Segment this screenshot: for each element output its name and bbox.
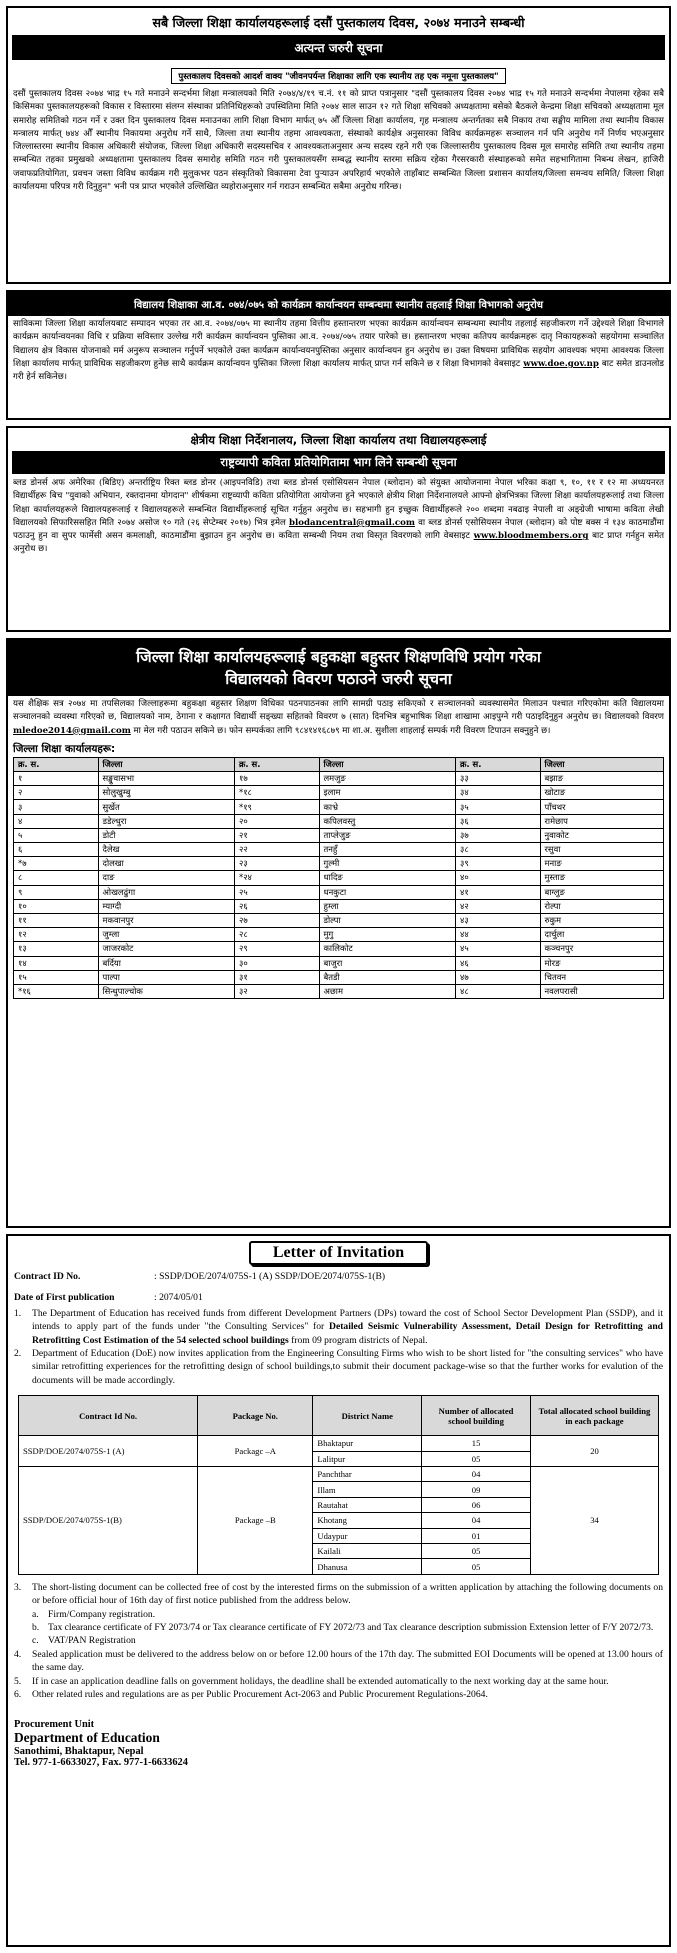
district-name-cell: रुकुम bbox=[540, 913, 664, 927]
poetry-title-2: राष्ट्रव्यापी कविता प्रतियोगितामा भाग लिने सम्बन्धी सूचना bbox=[12, 451, 665, 474]
letter-item-1 bbox=[14, 1307, 663, 1347]
serial-number-cell: ३६ bbox=[456, 814, 541, 828]
district-name-cell: कालिकोट bbox=[319, 942, 456, 956]
program-body-text: साविकमा जिल्ला शिक्षा कार्यालयबाट सम्पादन भएका तर आ.व. २०७४/०७५ मा स्थानीय तहमा वित्तीय हस्तान्तरण भएका कार्यक्रम कार्यान्वयन सम्बन्धमा स्थानीय तहलाई सहजीकरण गर्ने उद्देश्यले शिक्षा विभागले कार्यक्रम कार्यान्वयनका विधि र प्रक्रिया सविस्तार उल्लेख गरी कार्यक्रम कार्यान्वयन पुस्तिका आ.व. २०७४/०७५ तयार पारेको छ। हस्तान्तरण भएका कतिपय कार्यक्रमहरू दातृ निकायहरूको सहयोगमा सञ्चालित विद्यालय क्षेत्र विकास योजनाको मर्म अनुरूप सञ्चालन गर्नुपर्ने भएकोले उक्त कार्यक्रम कार्यान्वयनपुस्तिका अनुसार कार्यान्वयन हुन अनुरोध छ। उक्त विषयमा प्राविधिक सहयोग आवश्यक भएमा आवश्यक जिल्ला शिक्षा कार्यालय मार्फत् प्राविधिक सहजीकरण हुनेछ साथै कार्यक्रम कार्यान्वयन पुस्तिका जिल्ला शिक्षा कार्यालय मार्फत् प्राप्त गर्न सकिने छ र शिक्षा विभागको वेबसाइट bbox=[13, 319, 664, 369]
table-row bbox=[14, 885, 664, 899]
serial-number-cell: ६ bbox=[14, 843, 99, 857]
package-table bbox=[18, 1395, 659, 1575]
letter-item-3c bbox=[14, 1634, 663, 1647]
department-contact: Tel. 977-1-6633027, Fax. 977-1-6633624 bbox=[14, 1757, 188, 1769]
serial-number-cell: ८ bbox=[14, 871, 99, 885]
package-number-cell: Packagc –A bbox=[198, 1436, 313, 1467]
item-number: 2. bbox=[14, 1348, 22, 1360]
item-1-text: The Department of Education has received funds from different Development Partners (DPs) toward the cost of School Sector Development Plan (SSDP), and it intends to apply part of the funds under "the Consulting Services" for bbox=[32, 1307, 663, 1333]
district-name-cell: सोलुखुम्बु bbox=[98, 786, 235, 800]
letter-item-5 bbox=[14, 1675, 663, 1688]
item-3c-text: VAT/PAN Registration bbox=[48, 1635, 136, 1647]
district-name-cell: Dhanusa bbox=[313, 1559, 422, 1574]
district-name-cell: दाङ bbox=[98, 871, 235, 885]
urgent-notice-banner: अत्यन्त जरुरी सूचना bbox=[12, 35, 665, 60]
district-name-cell: मुस्ताङ bbox=[540, 871, 664, 885]
school-count-cell: 05 bbox=[422, 1559, 531, 1574]
signature-block bbox=[14, 1719, 663, 1768]
item-3-text: The short-listing document can be collected free of cost by the interested firms on the submission of a written application by attaching the following documents on or before official hour of 16th day of first notice published from the address below. bbox=[32, 1581, 663, 1607]
blodan-email-link[interactable]: blodancentral@gmail.com bbox=[289, 517, 415, 528]
district-name-cell: कपिलवस्तु bbox=[319, 814, 456, 828]
table-row bbox=[14, 913, 664, 927]
school-count-cell: 06 bbox=[422, 1497, 531, 1512]
serial-number-cell: ४७ bbox=[456, 970, 541, 984]
school-count-cell: 04 bbox=[422, 1467, 531, 1482]
letter-item-3a bbox=[14, 1608, 663, 1621]
serial-number-cell: ३३ bbox=[456, 772, 541, 786]
district-table-caption: जिल्ला शिक्षा कार्यालयहरू: bbox=[13, 742, 116, 755]
package-table-header bbox=[19, 1396, 659, 1436]
table-row bbox=[19, 1436, 659, 1451]
multigrade-body-text: यस शैक्षिक सत्र २०७४ मा तपसिलका जिल्लाहरूमा बहुकक्षा बहुस्तर शिक्षण विधिका पठनपाठनका लागि सामग्री पठाइ सकिएको र सञ्चालनको व्यवस्थासमेत मिलाउन पश्चात गरिएकोमा कति विद्यालयमा सञ्चालनको व्यवस्था गरिएको छ, विद्यालयको नाम, ठेगाना र कक्षागत विद्यार्थी सङ्ख्या सहितको विवरण ७ (सात) दिनभित्र बहुभाषिक शिक्षा शाखामा आइपुग्ने गरी पठाइदिनुहुन अनुरोध छ। विद्यालयको विवरण bbox=[13, 699, 664, 723]
district-name-cell: Lalitpur bbox=[313, 1451, 422, 1466]
letter-item-2 bbox=[14, 1347, 663, 1387]
serial-number-cell: ४० bbox=[456, 871, 541, 885]
table-row bbox=[14, 942, 664, 956]
district-name-cell: डोटी bbox=[98, 828, 235, 842]
serial-number-cell: ४२ bbox=[456, 899, 541, 913]
district-table-header-cell: क्र. स. bbox=[14, 757, 99, 771]
sub-item-letter: c. bbox=[32, 1635, 39, 1647]
table-row bbox=[14, 800, 664, 814]
district-name-cell: डडेल्धुरा bbox=[98, 814, 235, 828]
serial-number-cell: ४४ bbox=[456, 928, 541, 942]
district-table-header-cell: क्र. स. bbox=[456, 757, 541, 771]
district-name-cell: जाजरकोट bbox=[98, 942, 235, 956]
district-name-cell: दोलखा bbox=[98, 857, 235, 871]
publication-date-line bbox=[14, 1291, 663, 1304]
district-table-header-cell: क्र. स. bbox=[235, 757, 320, 771]
item-5-text: If in case an application deadline falls on government holidays, the deadline shall be extended automatically to the next working day at the same hour. bbox=[32, 1675, 609, 1687]
district-name-cell: दैलेख bbox=[98, 843, 235, 857]
item-3b-text: Tax clearance certificate of FY 2073/74 or Tax clearance certificate of FY 2072/73 and Tax clearance description submission Extension letter of F/Y 2072/73. bbox=[48, 1621, 654, 1633]
multigrade-school-notice bbox=[6, 638, 671, 1228]
contract-id-cell: SSDP/DOE/2074/075S-1 (A) bbox=[19, 1436, 198, 1467]
district-name-cell: काभ्रे bbox=[319, 800, 456, 814]
serial-number-cell: *७ bbox=[14, 857, 99, 871]
district-name-cell: गुल्मी bbox=[319, 857, 456, 871]
item-number: 1. bbox=[14, 1307, 22, 1319]
school-count-cell: 15 bbox=[422, 1436, 531, 1451]
serial-number-cell: २९ bbox=[235, 942, 320, 956]
library-day-notice bbox=[6, 6, 671, 284]
multigrade-body bbox=[8, 696, 669, 740]
item-1-tail: from 09 program districts of Nepal. bbox=[288, 1334, 428, 1346]
serial-number-cell: ४१ bbox=[456, 885, 541, 899]
district-name-cell: खोटाङ bbox=[540, 786, 664, 800]
serial-number-cell: ५ bbox=[14, 828, 99, 842]
serial-number-cell: ३९ bbox=[456, 857, 541, 871]
district-name-cell: ताप्लेजुङ bbox=[319, 828, 456, 842]
letter-title: Letter of Invitation bbox=[249, 1241, 428, 1265]
table-row bbox=[19, 1467, 659, 1482]
district-name-cell: Rautahat bbox=[313, 1497, 422, 1512]
letter-item-6 bbox=[14, 1688, 663, 1701]
serial-number-cell: १० bbox=[14, 899, 99, 913]
serial-number-cell: २५ bbox=[235, 885, 320, 899]
table-row bbox=[14, 899, 664, 913]
serial-number-cell: ४३ bbox=[456, 913, 541, 927]
contract-id-line bbox=[14, 1270, 663, 1283]
district-name-cell: तनहुँ bbox=[319, 843, 456, 857]
serial-number-cell: *१९ bbox=[235, 800, 320, 814]
multigrade-title-2: विद्यालयको विवरण पठाउने जरुरी सूचना bbox=[225, 670, 452, 688]
district-name-cell: जुम्ला bbox=[98, 928, 235, 942]
item-6-text: Other related rules and regulations are as per Public Procurement Act-2063 and Public Procurement Regulations-2064. bbox=[32, 1689, 488, 1701]
serial-number-cell: २७ bbox=[235, 913, 320, 927]
department-address: Sanothimi, Bhaktapur, Nepal bbox=[14, 1746, 144, 1758]
poetry-title-1: क्षेत्रीय शिक्षा निर्देशनालय, जिल्ला शिक्षा कार्यालय तथा विद्यालयहरूलाई bbox=[190, 433, 487, 447]
school-count-cell: 05 bbox=[422, 1451, 531, 1466]
serial-number-cell: ३ bbox=[14, 800, 99, 814]
district-name-cell: मुगु bbox=[319, 928, 456, 942]
table-row bbox=[14, 970, 664, 984]
serial-number-cell: १ bbox=[14, 772, 99, 786]
letter-of-invitation bbox=[6, 1234, 671, 1947]
district-name-cell: धनकुटा bbox=[319, 885, 456, 899]
letter-item-3b bbox=[14, 1621, 663, 1634]
serial-number-cell: २३ bbox=[235, 857, 320, 871]
district-table-header-cell: जिल्ला bbox=[540, 757, 664, 771]
mledoe-email-link[interactable]: mledoe2014@gmail.com bbox=[13, 725, 131, 736]
table-row bbox=[14, 814, 664, 828]
district-name-cell: मनाङ bbox=[540, 857, 664, 871]
bloodmembers-website-link[interactable]: www.bloodmembers.org bbox=[473, 531, 589, 542]
district-name-cell: बर्दिया bbox=[98, 956, 235, 970]
item-2-text: Department of Education (DoE) now invites application from the Engineering Consulting Firms who wish to be short listed for "the consulting services" who have similar retrofitting experiences for the retrofitting design of school buildings,to submit their document package-wise so that the further works for evalution of the documents will be made accordingly. bbox=[32, 1348, 663, 1386]
district-name-cell: मोरङ bbox=[540, 956, 664, 970]
serial-number-cell: ३१ bbox=[235, 970, 320, 984]
district-name-cell: पाँचथर bbox=[540, 800, 664, 814]
table-row bbox=[14, 828, 664, 842]
district-table-header-cell: जिल्ला bbox=[98, 757, 235, 771]
letter-item-4 bbox=[14, 1648, 663, 1675]
serial-number-cell: १५ bbox=[14, 970, 99, 984]
library-day-body: दसौं पुस्तकालय दिवस २०७४ भाद्र १५ गते मनाउने सन्दर्भमा शिक्षा मन्त्रालयको मिति २०७४/४/१९ च.नं. ११ को प्राप्त पत्रानुसार "दसौं पुस्तकालय दिवस २०७४ भाद्र १५ गते मनाउने सन्दर्भमा नेपालमा रहेका सबै किसिमका पुस्तकालयहरूको विकास र विस्तारमा संलग्न संस्थाका प्रतिनिधिहरूको उपस्थितिमा मिति २०७४ साल साउन १२ गते शिक्षा सचिवको अध्यक्षतामा बसेको बैठकले केन्द्रमा शिक्षा सचिवको अध्यक्षतामा मूल समारोह समितिको गठन गर्ने र उक्त दिन पुस्तकालय दिवस मनाउनका लागि शिक्षा विभाग मार्फत् ७५ औँ जिल्ला शिक्षा कार्यालय, गृह मन्त्रालय अन्तर्गतका सबै निकाय तथा सङ्घीय मामिला तथा स्थानीय विकास मन्त्रालय मार्फत् ७४४ औँ स्थानीय निकायमा अनुरोध गर्ने साथै, जिल्ला तथा स्थानीय तहमा आवश्यकता, संस्थाको कार्यक्षेत्र अनुसारका विविध कार्यक्रमहरू सञ्चालन गर्न पनि अनुरोध गर्ने निर्णय भएअनुसार जिल्लास्तरमा स्थानीय विकास अधिकारी संयोजक, जिल्ला शिक्षा अधिकारी सदस्यसचिव र आवश्यकताअनुसार अन्य सदस्य रहने गरी एक जिल्लास्तरीय पुस्तकालय दिवस मूल समारोह समिति तथा स्थानीय तहमा सम्बन्धित तहका प्रमुखको अध्यक्षतामा पुस्तकालय दिवस समारोह समिति गठन गरी पुस्तकालयसँग सम्बद्ध स्थानीय स्तरमा सक्रिय रहेका गैरसरकारी संस्थाहरूको समेत सहभागितामा निबन्ध लेखन, हाजिरी जवाफप्रतियोगिता, प्रवचन जस्ता विविध कार्यक्रम गरी मुलुकभर पठन संस्कृतिको विकासमा टेवा पुऱ्याउन अपरिहार्य भएकोले ताहाँबाट सम्बन्धित जिल्ला प्रशासन कार्यालय/जिल्ला समन्वय समिति/ जिल्ला शिक्षा कार्यालयमा परिपत्र गरी दिनुहुन" भनी पत्र प्राप्त भएकोले उल्लिखित व्यहोराअनुसार गर्न गराउन सम्बन्धित सबैमा अनुरोध गरिन्छ। bbox=[13, 89, 664, 193]
district-name-cell: नुवाकोट bbox=[540, 828, 664, 842]
serial-number-cell: ३० bbox=[235, 956, 320, 970]
serial-number-cell: २० bbox=[235, 814, 320, 828]
item-number: 6. bbox=[14, 1689, 22, 1701]
district-name-cell: धादिङ bbox=[319, 871, 456, 885]
poetry-body-mid: वा ब्लड डोनर्स एसोसियसन नेपाल (ब्लोदान) को पोष्ट बक्स नं १३४ काठमाडौंमा पठाउनु हुन वा सुपर फार्मेसी असन कमलाक्षी, काठमाडौंमा बुझाउन हुन अनुरोध छ। कविता सम्बन्धी नियम तथा विस्तृत विवरणको लागि वेबसाइट bbox=[13, 517, 664, 542]
serial-number-cell: ४ bbox=[14, 814, 99, 828]
serial-number-cell: *१६ bbox=[14, 984, 99, 998]
contract-id-cell: SSDP/DOE/2074/075S-1(B) bbox=[19, 1467, 198, 1575]
serial-number-cell: २६ bbox=[235, 899, 320, 913]
district-name-cell: ओखलढुंगा bbox=[98, 885, 235, 899]
contract-id-value: : SSDP/DOE/2074/075S-1 (A) SSDP/DOE/2074/075S-1(B) bbox=[154, 1271, 386, 1282]
item-number: 3. bbox=[14, 1581, 22, 1593]
serial-number-cell: २२ bbox=[235, 843, 320, 857]
serial-number-cell: २ bbox=[14, 786, 99, 800]
table-row bbox=[14, 928, 664, 942]
multigrade-title-1: जिल्ला शिक्षा कार्यालयहरूलाई बहुकक्षा बहुस्तर शिक्षणविधि प्रयोग गरेका bbox=[136, 648, 541, 666]
serial-number-cell: २१ bbox=[235, 828, 320, 842]
district-name-cell: इलाम bbox=[319, 786, 456, 800]
serial-number-cell: ३७ bbox=[456, 828, 541, 842]
district-name-cell: दार्चुला bbox=[540, 928, 664, 942]
district-name-cell: Kailali bbox=[313, 1543, 422, 1558]
program-implementation-notice bbox=[6, 290, 671, 420]
district-name-cell: कञ्चनपुर bbox=[540, 942, 664, 956]
package-table-header-cell: Contract Id No. bbox=[19, 1396, 198, 1436]
library-day-title: सबै जिल्ला शिक्षा कार्यालयहरूलाई दसौं पुस्तकालय दिवस, २०७४ मनाउने सम्बन्धी bbox=[152, 15, 525, 30]
district-name-cell: लमजुङ bbox=[319, 772, 456, 786]
district-name-cell: सुर्खेत bbox=[98, 800, 235, 814]
district-name-cell: बाजुरा bbox=[319, 956, 456, 970]
district-name-cell: बझाङ bbox=[540, 772, 664, 786]
district-table-header-cell: जिल्ला bbox=[319, 757, 456, 771]
doe-website-link[interactable]: www.doe.gov.np bbox=[523, 358, 599, 369]
district-name-cell: बैतडी bbox=[319, 970, 456, 984]
district-name-cell: मकवानपुर bbox=[98, 913, 235, 927]
serial-number-cell: ११ bbox=[14, 913, 99, 927]
district-name-cell: बाग्लुङ bbox=[540, 885, 664, 899]
contract-id-label: Contract ID No. bbox=[14, 1271, 81, 1282]
district-name-cell: रोल्पा bbox=[540, 899, 664, 913]
serial-number-cell: ३२ bbox=[235, 984, 320, 998]
district-name-cell: Panchthar bbox=[313, 1467, 422, 1482]
serial-number-cell: १३ bbox=[14, 942, 99, 956]
letter-item-3 bbox=[14, 1581, 663, 1608]
poetry-body-text: ब्लड डोनर्स अफ अमेरिका (बिडिए) अन्तर्राष्ट्रिय रिक्त ब्लड डोनर (आइपनविडि) तथा ब्लड डोनर्स एसोसियसन नेपाल (ब्लोदान) को संयुक्त आयोजनामा नेपाल भरिका कक्षा ९, १०, ११ र १२ मा अध्ययनरत विद्यार्थीहरू बिच "युवाको अभियान, रक्तदानमा योगदान" शीर्षकमा राष्ट्रव्यापी कविता प्रतियोगिता आयोजना हुने भएकाले क्षेत्रीय शिक्षा निर्देशनालयले आफ्नो क्षेत्रभित्रका जिल्ला शिक्षा कार्यालयहरूलाई तथा जिल्ला शिक्षा कार्यालयहरूले विद्यालयहरूलाई र विद्यालयहरूले सम्बन्धित विद्यार्थीहरूलाई सूचित गर्नुहुन अनुरोध छ। सहभागी हुन इच्छुक विद्यार्थीहरूले २०० शब्दमा नबढाइ नेपाली वा अङ्ग्रेजी भाषामा कविता लेखी विद्यालयको सिफारिससहित मिति २०७४ असोज १० गते (२६ सेप्टेम्बर २०१७) भित्र इमेल bbox=[13, 478, 664, 528]
serial-number-cell: १४ bbox=[14, 956, 99, 970]
serial-number-cell: २८ bbox=[235, 928, 320, 942]
district-name-cell: अछाम bbox=[319, 984, 456, 998]
table-row bbox=[14, 984, 664, 998]
poetry-body bbox=[8, 474, 669, 559]
school-count-cell: 01 bbox=[422, 1528, 531, 1543]
serial-number-cell: ४६ bbox=[456, 956, 541, 970]
department-name: Department of Education bbox=[14, 1730, 160, 1746]
package-number-cell: Package –B bbox=[198, 1467, 313, 1575]
item-number: 4. bbox=[14, 1648, 22, 1660]
serial-number-cell: ३५ bbox=[456, 800, 541, 814]
item-number: 5. bbox=[14, 1675, 22, 1687]
poetry-competition-notice bbox=[6, 426, 671, 632]
serial-number-cell: *२४ bbox=[235, 871, 320, 885]
serial-number-cell: ३८ bbox=[456, 843, 541, 857]
package-table-header-cell: Total allocated school building in each package bbox=[530, 1396, 658, 1436]
serial-number-cell: १२ bbox=[14, 928, 99, 942]
district-name-cell: म्याग्दी bbox=[98, 899, 235, 913]
table-row bbox=[14, 857, 664, 871]
table-row bbox=[14, 871, 664, 885]
multigrade-body-tail: मा मेल गरी पठाउन सकिने छ। फोन सम्पर्कका लागि ९८४१४१६८७९ मा शा.अ. सुशीला शाहलाई सम्पर्क गरी विवरण टिपाउन सक्नुहुने छ। bbox=[133, 725, 551, 736]
serial-number-cell: १७ bbox=[235, 772, 320, 786]
district-name-cell: सिन्धुपाल्चोक bbox=[98, 984, 235, 998]
sub-item-letter: b. bbox=[32, 1621, 40, 1633]
program-implementation-body bbox=[8, 316, 669, 386]
district-name-cell: रसुवा bbox=[540, 843, 664, 857]
district-name-cell: Khotang bbox=[313, 1513, 422, 1528]
district-name-cell: Bhaktapur bbox=[313, 1436, 422, 1451]
package-total-cell: 20 bbox=[530, 1436, 658, 1467]
school-count-cell: 05 bbox=[422, 1543, 531, 1558]
district-name-cell: डोल्पा bbox=[319, 913, 456, 927]
table-row bbox=[14, 786, 664, 800]
district-name-cell: चितवन bbox=[540, 970, 664, 984]
school-count-cell: 04 bbox=[422, 1513, 531, 1528]
district-name-cell: पाल्पा bbox=[98, 970, 235, 984]
item-3a-text: Firm/Company registration. bbox=[48, 1608, 156, 1620]
district-name-cell: सङ्खुवासभा bbox=[98, 772, 235, 786]
package-total-cell: 34 bbox=[530, 1467, 658, 1575]
district-name-cell: Udaypur bbox=[313, 1528, 422, 1543]
procurement-unit: Procurement Unit bbox=[14, 1719, 95, 1731]
district-name-cell: नवलपरासी bbox=[540, 984, 664, 998]
item-1-bold: Detailed Seismic Vulnerability Assessment, Detail Design for Retrofitting and Retrofitting Cost Estimation of the 54 selected school buildings bbox=[32, 1321, 663, 1346]
sub-item-letter: a. bbox=[32, 1608, 39, 1620]
serial-number-cell: *१८ bbox=[235, 786, 320, 800]
serial-number-cell: ४८ bbox=[456, 984, 541, 998]
library-day-slogan: पुस्तकालय दिवसको आदर्श वाक्य "जीवनपर्यन्त शिक्षाका लागि एक स्थानीय तह एक नमूना पुस्तकालय" bbox=[171, 68, 505, 84]
district-table bbox=[13, 757, 664, 999]
item-4-text: Sealed application must be delivered to the address below on or before 12.00 hours of the 17th day. The submitted EOI Documents will be opened at 13.00 hours of the same day. bbox=[32, 1648, 663, 1674]
serial-number-cell: ३४ bbox=[456, 786, 541, 800]
district-name-cell: हुम्ला bbox=[319, 899, 456, 913]
district-name-cell: रामेछाप bbox=[540, 814, 664, 828]
program-implementation-title: विद्यालय शिक्षाका आ.व. ०७४/०७५ को कार्यक्रम कार्यान्वयन सम्बन्धमा स्थानीय तहलाई शिक्षा विभागको अनुरोध bbox=[8, 292, 669, 316]
package-table-header-cell: Package No. bbox=[198, 1396, 313, 1436]
publication-date-label: Date of First publication bbox=[14, 1292, 115, 1304]
school-count-cell: 09 bbox=[422, 1482, 531, 1497]
publication-date-value: : 2074/05/01 bbox=[154, 1292, 203, 1304]
poetry-body-tail: बाट प्राप्त गर्नहुन समेत अनुरोध छ। bbox=[13, 531, 665, 555]
program-body-tail: बाट समेत डाउनलोड गरी हेर्न सकिनेछ। bbox=[13, 358, 664, 383]
package-table-header-cell: District Name bbox=[313, 1396, 422, 1436]
table-row bbox=[14, 956, 664, 970]
table-row bbox=[14, 772, 664, 786]
table-row bbox=[14, 843, 664, 857]
serial-number-cell: ४५ bbox=[456, 942, 541, 956]
package-table-header-cell: Number of allocated school building bbox=[422, 1396, 531, 1436]
serial-number-cell: ९ bbox=[14, 885, 99, 899]
district-table-header bbox=[14, 757, 664, 771]
district-name-cell: Illam bbox=[313, 1482, 422, 1497]
